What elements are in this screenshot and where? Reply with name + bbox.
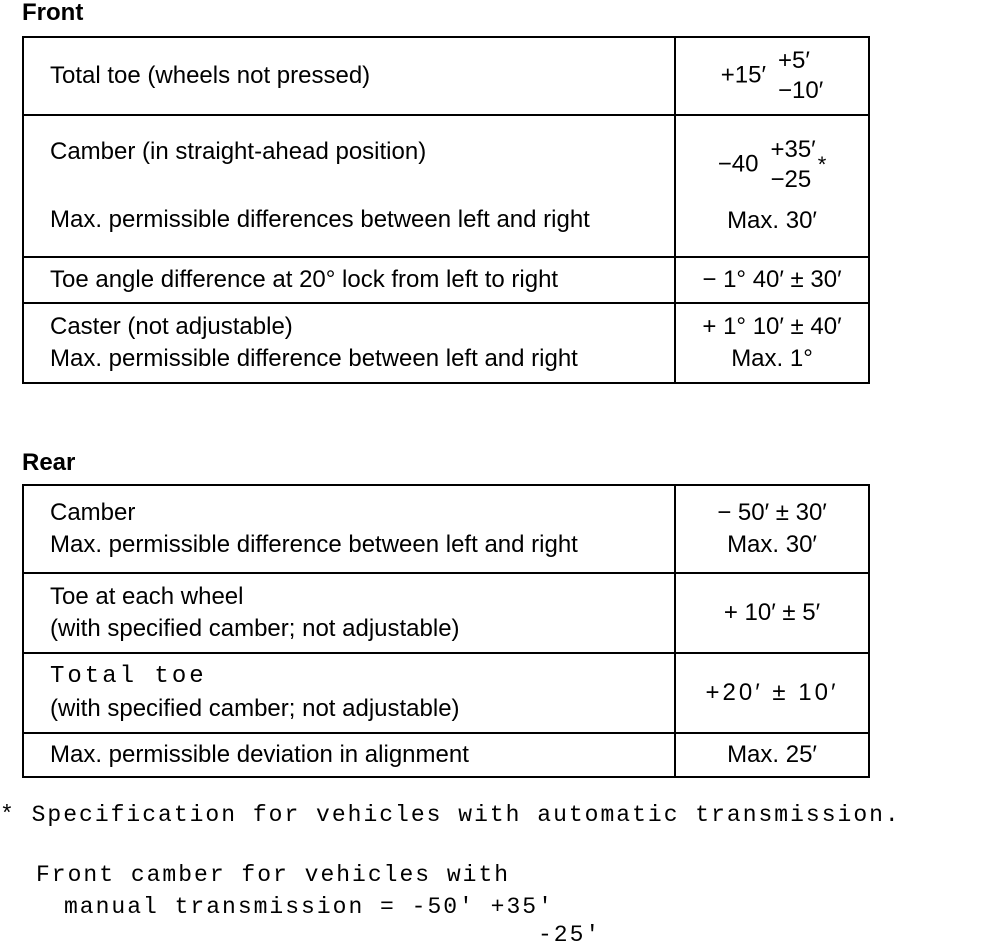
rear-toe-each-label: Toe at each wheel (with specified camber; not adjustable): [23, 573, 675, 653]
front-camber-label: Camber (in straight-ahead position) Max. permissible differences between left and right: [23, 115, 675, 257]
front-caster-label: Caster (not adjustable) Max. permissible difference between left and right: [23, 303, 675, 383]
footnote-automatic: * Specification for vehicles with automatic transmission.: [0, 802, 901, 828]
footnote-manual-line3: -25′: [538, 922, 602, 948]
front-caster-value: + 1° 10′ ± 40′ Max. 1°: [675, 303, 869, 383]
table-row: [23, 37, 869, 115]
footnote-manual-line2: manual transmission = -50′ +35′: [64, 894, 554, 920]
table-row: [23, 303, 869, 383]
table-row: [23, 573, 869, 653]
rear-total-toe-value: +20′ ± 10′: [675, 653, 869, 733]
rear-total-toe-label: Total toe (with specified camber; not adjustable): [23, 653, 675, 733]
front-total-toe-value: +15′ +5′ −10′: [675, 37, 869, 115]
rear-deviation-value: Max. 25′: [675, 733, 869, 777]
table-row: [23, 733, 869, 777]
rear-deviation-label: Max. permissible deviation in alignment: [23, 733, 675, 777]
footnote-manual-line1: Front camber for vehicles with: [36, 862, 511, 888]
front-toe-angle-value: − 1° 40′ ± 30′: [675, 257, 869, 303]
table-row: [23, 257, 869, 303]
rear-camber-label: Camber Max. permissible difference between left and right: [23, 485, 675, 573]
table-row: [23, 115, 869, 257]
rear-section-title: Rear: [22, 449, 76, 476]
rear-camber-value: − 50′ ± 30′ Max. 30′: [675, 485, 869, 573]
front-toe-angle-label: Toe angle difference at 20° lock from left to right: [23, 257, 675, 303]
front-section-title: Front: [22, 0, 84, 26]
table-row: [23, 653, 869, 733]
table-row: [23, 485, 869, 573]
front-total-toe-label: Total toe (wheels not pressed): [23, 37, 675, 115]
rear-spec-table: [22, 484, 870, 778]
front-spec-table: [22, 36, 870, 384]
front-camber-value: −40 +35′ −25 * Max. 30′: [675, 115, 869, 257]
rear-toe-each-value: + 10′ ± 5′: [675, 573, 869, 653]
